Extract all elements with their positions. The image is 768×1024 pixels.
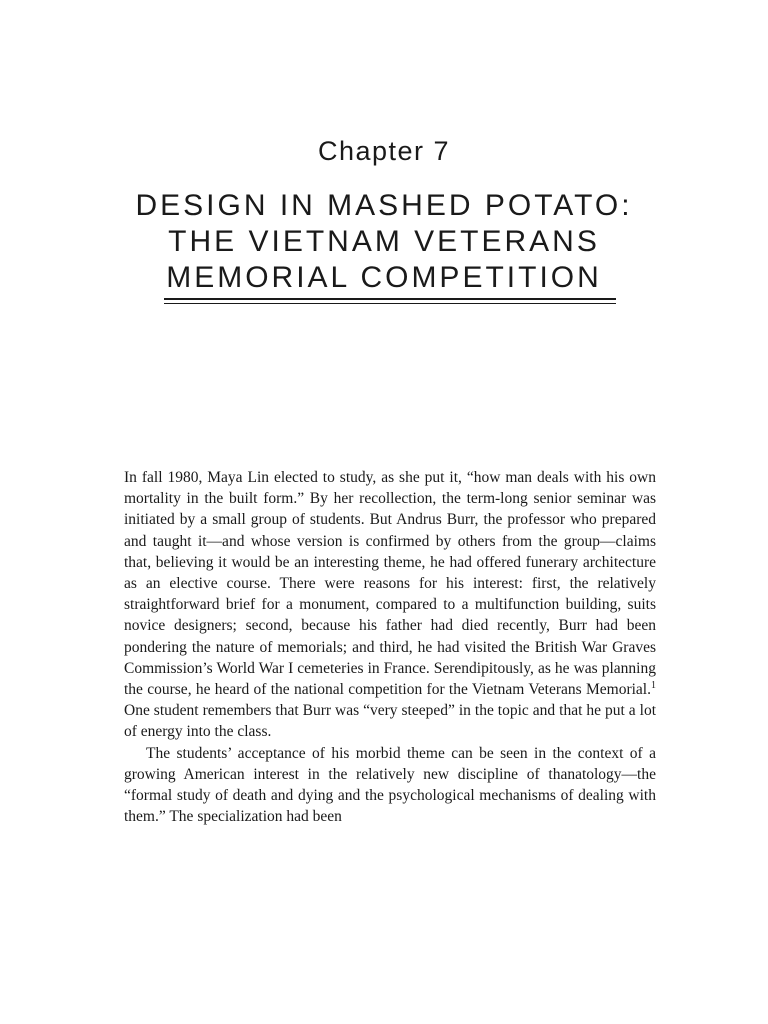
paragraph-1	[124, 467, 656, 743]
chapter-title-line-2: THE VIETNAM VETERANS	[168, 225, 600, 258]
body-text	[124, 467, 656, 827]
footnote-reference[interactable]: 1	[651, 679, 656, 691]
paragraph-1-text: In fall 1980, Maya Lin elected to study, as she put it, “how man deals with his own mortality in the built form.” By her recollection, the term-long senior seminar was initiated by a small group of students. But Andrus Burr, the professor who prepared and taught it—and whose version is confirmed by others from the group—claims that, believing it would be an interesting theme, he had offered funerary architecture as an elective course. There were reasons for his interest: first, the relatively straightforward brief for a monument, compared to a multifunction building, suits novice designers; second, because his father had died recently, Burr had been pondering the nature of memorials; and third, he had visited the British War Graves Commission’s World War I cemeteries in France. Serendipitously, as he was planning the course, he heard of the national competition for the Vietnam Veterans Memorial.	[124, 469, 656, 699]
paragraph-2: The students’ acceptance of his morbid theme can be seen in the context of a growing American interest in the relatively new discipline of thanatology—the “formal study of death and dying and the psychological mechanisms of dealing with them.” The specialization had been	[124, 744, 656, 826]
paragraph-1-continuation: One student remembers that Burr was “very steeped” in the topic and that he put a lot of energy into the class.	[124, 702, 656, 741]
title-double-rule	[164, 298, 616, 304]
chapter-title	[0, 188, 768, 296]
chapter-title-line-1: DESIGN IN MASHED POTATO:	[135, 189, 633, 222]
chapter-number: Chapter 7	[317, 136, 451, 166]
chapter-title-line-3: MEMORIAL COMPETITION	[166, 261, 602, 294]
